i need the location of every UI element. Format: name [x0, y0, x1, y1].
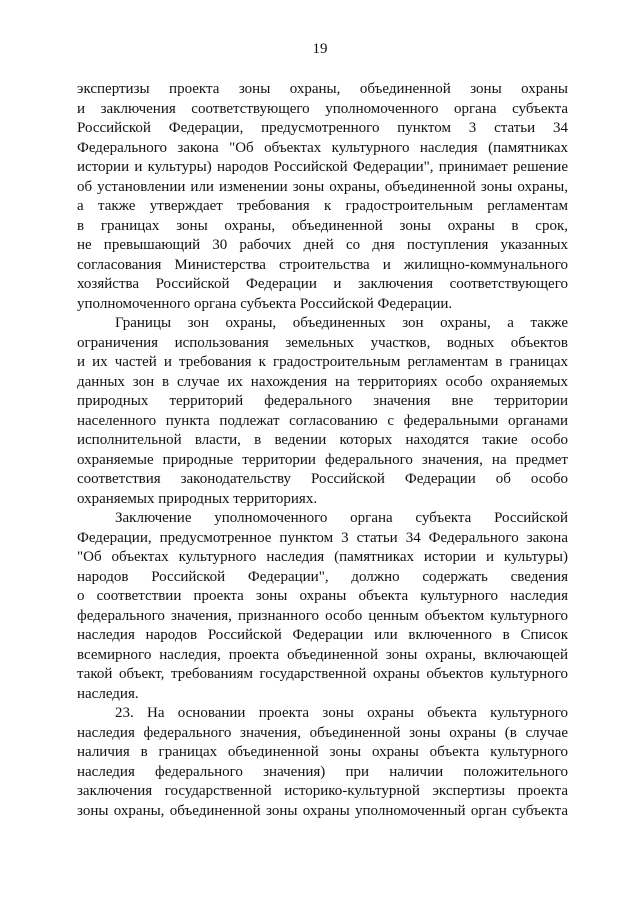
text-line: хозяйства Российской Федерации и заключения соответствующего — [77, 276, 568, 292]
text-line: данных зон в случае их нахождения на территориях особо охраняемых — [77, 373, 568, 390]
text-line: не превышающий 30 рабочих дней со дня поступления указанных — [77, 237, 568, 253]
text-line: заключения государственной историко-культурной экспертизы проекта — [77, 783, 568, 799]
text-line: Заключение уполномоченного органа субъекта Российской — [115, 510, 568, 526]
text-line: охраняемых природных территориях. — [77, 490, 318, 507]
text-line: об установлении или изменении зоны охраны, объединенной зоны охраны, — [77, 178, 568, 195]
text-line: экспертизы проекта зоны охраны, объединенной зоны охраны — [77, 81, 568, 97]
text-line: согласования Министерства строительства и жилищно-коммунального — [77, 256, 568, 273]
text-line: а также утверждает требования к градостроительным регламентам — [77, 198, 568, 214]
text-line: и заключения соответствующего уполномоченного органа субъекта — [77, 100, 568, 117]
text-line: в границах зоны охраны, объединенной зоны охраны в срок, — [77, 217, 568, 234]
text-line: охраняемые природные территории федерального значения, на предмет — [77, 451, 568, 468]
body-text — [77, 80, 568, 821]
text-line: ограничения использования земельных участков, водных объектов — [77, 334, 568, 351]
text-line: исполнительной власти, в ведении которых находятся такие особо — [77, 432, 568, 448]
text-line: "Об объектах культурного наследия (памятниках истории и культуры) — [77, 549, 568, 565]
text-line: 23. На основании проекта зоны охраны объекта культурного — [115, 705, 568, 721]
text-line: истории и культуры) народов Российской Федерации", принимает решение — [77, 159, 568, 175]
page-number: 19 — [312, 41, 328, 57]
text-line: природных территорий федерального значения вне территории — [77, 393, 568, 409]
text-line: всемирного наследия, проекта объединенной зоны охраны, включающей — [77, 646, 568, 663]
text-line: Федерального закона "Об объектах культурного наследия (памятниках — [77, 139, 568, 156]
text-line: наследия федерального значения) при наличии положительного — [77, 763, 568, 780]
text-line: о соответствии проекта зоны охраны объекта культурного наследия — [77, 588, 568, 604]
text-line: Федерации, предусмотренное пунктом 3 статьи 34 Федерального закона — [77, 529, 568, 546]
text-line: наследия народов Российской Федерации или включенного в Список — [77, 627, 568, 643]
text-line: наследия. — [77, 685, 139, 702]
text-line: Границы зон охраны, объединенных зон охраны, а также — [115, 315, 568, 331]
text-line: народов Российской Федерации", должно содержать сведения — [77, 568, 568, 585]
text-line: Российской Федерации, предусмотренного пунктом 3 статьи 34 — [77, 120, 568, 136]
text-line: населенного пункта подлежат согласованию с федеральными органами — [77, 412, 568, 429]
text-line: такой объект, требованиям государственной охраны объектов культурного — [77, 666, 568, 682]
text-line: наследия федерального значения, объединенной зоны охраны (в случае — [77, 724, 568, 741]
text-line: уполномоченного органа субъекта Российской Федерации. — [77, 295, 453, 312]
text-line: зоны охраны, объединенной зоны охраны уполномоченный орган субъекта — [77, 802, 568, 819]
text-line: федерального значения, признанного особо ценным объектом культурного — [77, 607, 568, 624]
text-line: наличия в границах объединенной зоны охраны объекта культурного — [77, 744, 568, 760]
text-line: соответствия законодательству Российской Федерации об особо — [77, 471, 568, 487]
text-line: и их частей и требования к градостроительным регламентам в границах — [77, 354, 568, 370]
